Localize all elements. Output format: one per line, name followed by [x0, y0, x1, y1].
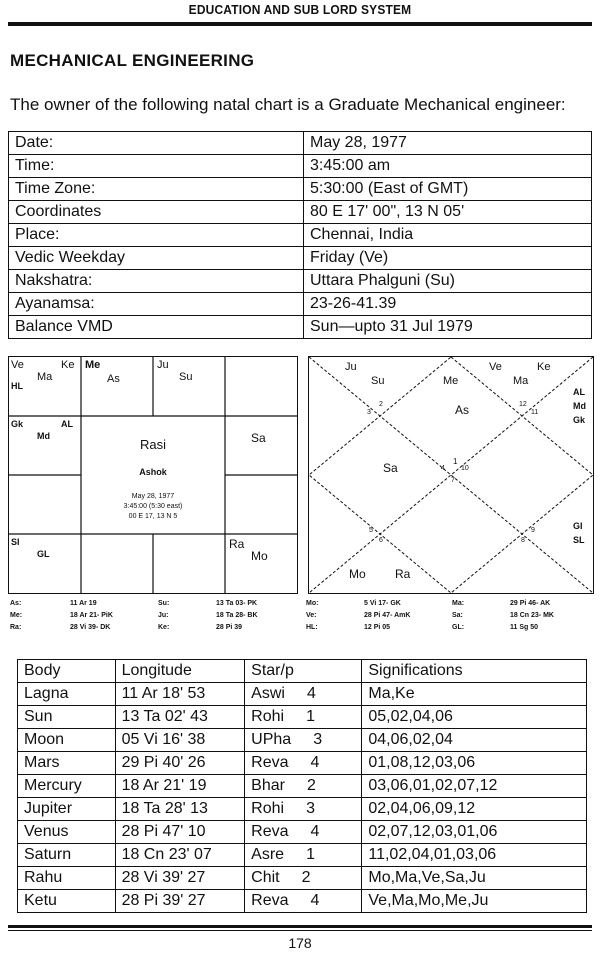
- star-cell: [245, 683, 362, 706]
- star-pada: 4: [306, 685, 316, 702]
- planet-label: Me: [85, 359, 101, 371]
- details-row: [9, 224, 592, 247]
- planet-label: SI: [11, 537, 20, 547]
- position-planet: Su:: [158, 600, 170, 607]
- table-header-row: [18, 660, 587, 683]
- significations-cell: 11,02,04,01,03,06: [362, 844, 587, 867]
- details-value: 5:30:00 (East of GMT): [304, 178, 592, 201]
- position-planet: GL:: [452, 624, 465, 631]
- planet-label: Su: [179, 371, 193, 383]
- chart-center-title: Rasi: [139, 437, 166, 452]
- details-value: 80 E 17' 00", 13 N 05': [304, 201, 592, 224]
- body-cell: Lagna: [18, 683, 116, 706]
- significations-cell: 01,08,12,03,06: [362, 752, 587, 775]
- planet-label: Gk: [11, 419, 24, 429]
- star-cell: [245, 890, 362, 913]
- position-value: 18 Ta 28- BK: [216, 612, 258, 619]
- position-value: 28 Pi 39: [216, 624, 243, 631]
- birth-details-table: [8, 131, 592, 339]
- longitude-cell: 05 Vi 16' 38: [115, 729, 245, 752]
- planet-label: HL: [11, 381, 23, 391]
- position-planet: Ra:: [10, 624, 22, 631]
- longitude-cell: 18 Ar 21' 19: [115, 775, 245, 798]
- planet-label: Su: [371, 375, 385, 387]
- details-value: Uttara Phalguni (Su): [304, 270, 592, 293]
- house-number: 5: [369, 527, 373, 534]
- north-indian-chart: [308, 356, 594, 594]
- details-value: Friday (Ve): [304, 247, 592, 270]
- table-row: [18, 867, 587, 890]
- planet-label: Sa: [251, 431, 266, 445]
- details-label: Balance VMD: [9, 316, 304, 339]
- planet-label: Md: [37, 431, 50, 441]
- longitude-cell: 29 Pi 40' 26: [115, 752, 245, 775]
- star-cell: [245, 775, 362, 798]
- position-value: 13 Ta 03- PK: [216, 600, 258, 607]
- star-name: Rohi: [251, 708, 285, 725]
- planet-label: Mo: [251, 549, 268, 563]
- significations-cell: Mo,Ma,Ve,Sa,Ju: [362, 867, 587, 890]
- table-row: [18, 844, 587, 867]
- details-row: [9, 201, 592, 224]
- house-number: 10: [461, 465, 469, 472]
- page-number: 178: [288, 935, 312, 951]
- planet-label: Ju: [157, 359, 169, 371]
- planet-label: Ke: [61, 359, 75, 371]
- intro-text: The owner of the following natal chart is a Graduate Mechanical engineer:: [10, 95, 566, 114]
- star-cell: [245, 798, 362, 821]
- header-rule: [8, 22, 592, 26]
- star-pada: 1: [306, 846, 315, 863]
- body-cell: Ketu: [18, 890, 116, 913]
- body-cell: Mars: [18, 752, 116, 775]
- significations-table: [17, 659, 587, 913]
- significations-cell: 04,06,02,04: [362, 729, 587, 752]
- planet-label: AL: [573, 387, 585, 397]
- position-planet: Ma:: [452, 600, 465, 607]
- house-number: 4: [441, 465, 445, 472]
- significations-cell: 05,02,04,06: [362, 706, 587, 729]
- details-value: May 28, 1977: [304, 132, 592, 155]
- star-cell: [245, 821, 362, 844]
- planet-label: Ke: [537, 361, 551, 373]
- position-planet: Me:: [10, 612, 23, 619]
- significations-cell: Ma,Ke: [362, 683, 587, 706]
- longitude-cell: 28 Pi 47' 10: [115, 821, 245, 844]
- position-value: 11 Sg 50: [510, 624, 539, 631]
- details-row: [9, 270, 592, 293]
- star-pada: 4: [310, 892, 320, 909]
- position-planet: Ve:: [306, 612, 317, 619]
- north-chart-grid: [309, 357, 593, 593]
- planet-label: AL: [61, 419, 73, 429]
- body-cell: Jupiter: [18, 798, 116, 821]
- details-value: Chennai, India: [304, 224, 592, 247]
- house-number: 8: [521, 537, 525, 544]
- column-header: Body: [18, 660, 116, 683]
- table-row: [18, 706, 587, 729]
- planet-label: SL: [573, 535, 585, 545]
- position-planet: As:: [10, 600, 22, 607]
- table-row: [18, 729, 587, 752]
- house-number: 11: [531, 409, 539, 416]
- significations-cell: Ve,Ma,Mo,Me,Ju: [362, 890, 587, 913]
- star-pada: 2: [301, 869, 311, 886]
- details-label: Time:: [9, 155, 304, 178]
- table-row: [18, 683, 587, 706]
- details-label: Nakshatra:: [9, 270, 304, 293]
- star-cell: [245, 844, 362, 867]
- body-cell: Moon: [18, 729, 116, 752]
- position-value: 11 Ar 19: [70, 600, 97, 607]
- star-cell: [245, 706, 362, 729]
- section-title: MECHANICAL ENGINEERING: [10, 51, 255, 70]
- position-value: 28 Vi 39- DK: [70, 624, 111, 631]
- column-header: Star/p: [245, 660, 362, 683]
- significations-cell: 02,04,06,09,12: [362, 798, 587, 821]
- details-value: 23-26-41.39: [304, 293, 592, 316]
- details-label: Date:: [9, 132, 304, 155]
- planet-label: Sa: [383, 461, 398, 475]
- planet-label: As: [107, 373, 120, 385]
- longitude-cell: 18 Ta 28' 13: [115, 798, 245, 821]
- star-cell: [245, 729, 362, 752]
- details-label: Time Zone:: [9, 178, 304, 201]
- column-header: Significations: [362, 660, 587, 683]
- position-value: 29 Pi 46- AK: [510, 600, 551, 607]
- details-row: [9, 155, 592, 178]
- south-indian-chart: [8, 356, 298, 594]
- star-name: Asre: [251, 846, 285, 863]
- planet-label: Ju: [345, 361, 357, 373]
- planet-label: Ra: [395, 567, 411, 581]
- star-name: Rohi: [251, 800, 285, 817]
- house-number: 3: [367, 409, 371, 416]
- star-cell: [245, 752, 362, 775]
- chart-center-coords: 00 E 17, 13 N 5: [128, 513, 178, 520]
- house-number: 1: [453, 457, 458, 466]
- details-label: Vedic Weekday: [9, 247, 304, 270]
- position-value: 28 Pi 47- AmK: [364, 612, 411, 619]
- details-row: [9, 178, 592, 201]
- longitude-cell: 18 Cn 23' 07: [115, 844, 245, 867]
- footer-rule-thin: [8, 930, 592, 931]
- position-planet: Mo:: [306, 600, 319, 607]
- table-row: [18, 890, 587, 913]
- position-planet: Ju:: [158, 612, 169, 619]
- planet-label: Ve: [489, 361, 502, 373]
- footer-rule: [8, 925, 592, 928]
- position-planet: HL:: [306, 624, 318, 631]
- position-value: 18 Cn 23- MK: [510, 612, 554, 619]
- details-label: Place:: [9, 224, 304, 247]
- planet-label: Me: [443, 375, 459, 387]
- planet-label: Md: [573, 401, 586, 411]
- house-number: 6: [379, 537, 383, 544]
- body-cell: Mercury: [18, 775, 116, 798]
- chart-center-date: May 28, 1977: [131, 493, 175, 500]
- house-number: 9: [531, 527, 535, 534]
- planet-label: Mo: [349, 567, 366, 581]
- planet-label: GI: [573, 521, 583, 531]
- longitude-cell: 13 Ta 02' 43: [115, 706, 245, 729]
- details-label: Coordinates: [9, 201, 304, 224]
- position-planet: Ke:: [158, 624, 170, 631]
- planet-label: Ra: [229, 537, 245, 551]
- details-row: [9, 247, 592, 270]
- position-value: 12 Pi 05: [364, 624, 391, 631]
- body-cell: Sun: [18, 706, 116, 729]
- planet-label: GL: [37, 549, 50, 559]
- details-row: [9, 316, 592, 339]
- position-value: 18 Ar 21- PiK: [70, 612, 113, 619]
- planet-label: Gk: [573, 415, 586, 425]
- star-pada: 4: [310, 754, 320, 771]
- star-name: UPha: [251, 731, 292, 748]
- star-name: Chit: [251, 869, 280, 886]
- longitude-cell: 11 Ar 18' 53: [115, 683, 245, 706]
- planet-label: Ma: [513, 375, 529, 387]
- star-name: Bhar: [251, 777, 285, 794]
- star-pada: 4: [310, 823, 320, 840]
- running-head: EDUCATION AND SUB LORD SYSTEM: [188, 2, 412, 17]
- table-row: [18, 775, 587, 798]
- longitude-cell: 28 Vi 39' 27: [115, 867, 245, 890]
- details-row: [9, 132, 592, 155]
- star-name: Reva: [251, 754, 289, 771]
- star-cell: [245, 867, 362, 890]
- chart-center-name: Ashok: [139, 467, 167, 477]
- planet-label: Ve: [11, 359, 24, 371]
- table-row: [18, 752, 587, 775]
- chart-center-time: 3:45:00 (5:30 east): [123, 503, 183, 510]
- longitude-cell: 28 Pi 39' 27: [115, 890, 245, 913]
- details-value: Sun—upto 31 Jul 1979: [304, 316, 592, 339]
- star-name: Reva: [251, 823, 289, 840]
- column-header: Longitude: [115, 660, 245, 683]
- star-name: Reva: [251, 892, 289, 909]
- planet-label: As: [455, 403, 470, 417]
- details-row: [9, 293, 592, 316]
- position-value: 5 Vi 17- GK: [364, 600, 401, 607]
- star-name: Aswi: [251, 685, 285, 702]
- star-pada: 2: [306, 777, 316, 794]
- details-value: 3:45:00 am: [304, 155, 592, 178]
- table-row: [18, 821, 587, 844]
- house-number: 2: [379, 401, 383, 408]
- table-row: [18, 798, 587, 821]
- body-cell: Venus: [18, 821, 116, 844]
- star-pada: 3: [306, 800, 315, 817]
- position-planet: Sa:: [452, 612, 463, 619]
- details-label: Ayanamsa:: [9, 293, 304, 316]
- star-pada: 1: [306, 708, 315, 725]
- body-cell: Saturn: [18, 844, 116, 867]
- house-number: 7: [451, 477, 455, 484]
- significations-cell: 02,07,12,03,01,06: [362, 821, 587, 844]
- star-pada: 3: [313, 731, 323, 748]
- house-number: 12: [519, 401, 527, 408]
- planet-label: Ma: [37, 371, 53, 383]
- body-cell: Rahu: [18, 867, 116, 890]
- significations-cell: 03,06,01,02,07,12: [362, 775, 587, 798]
